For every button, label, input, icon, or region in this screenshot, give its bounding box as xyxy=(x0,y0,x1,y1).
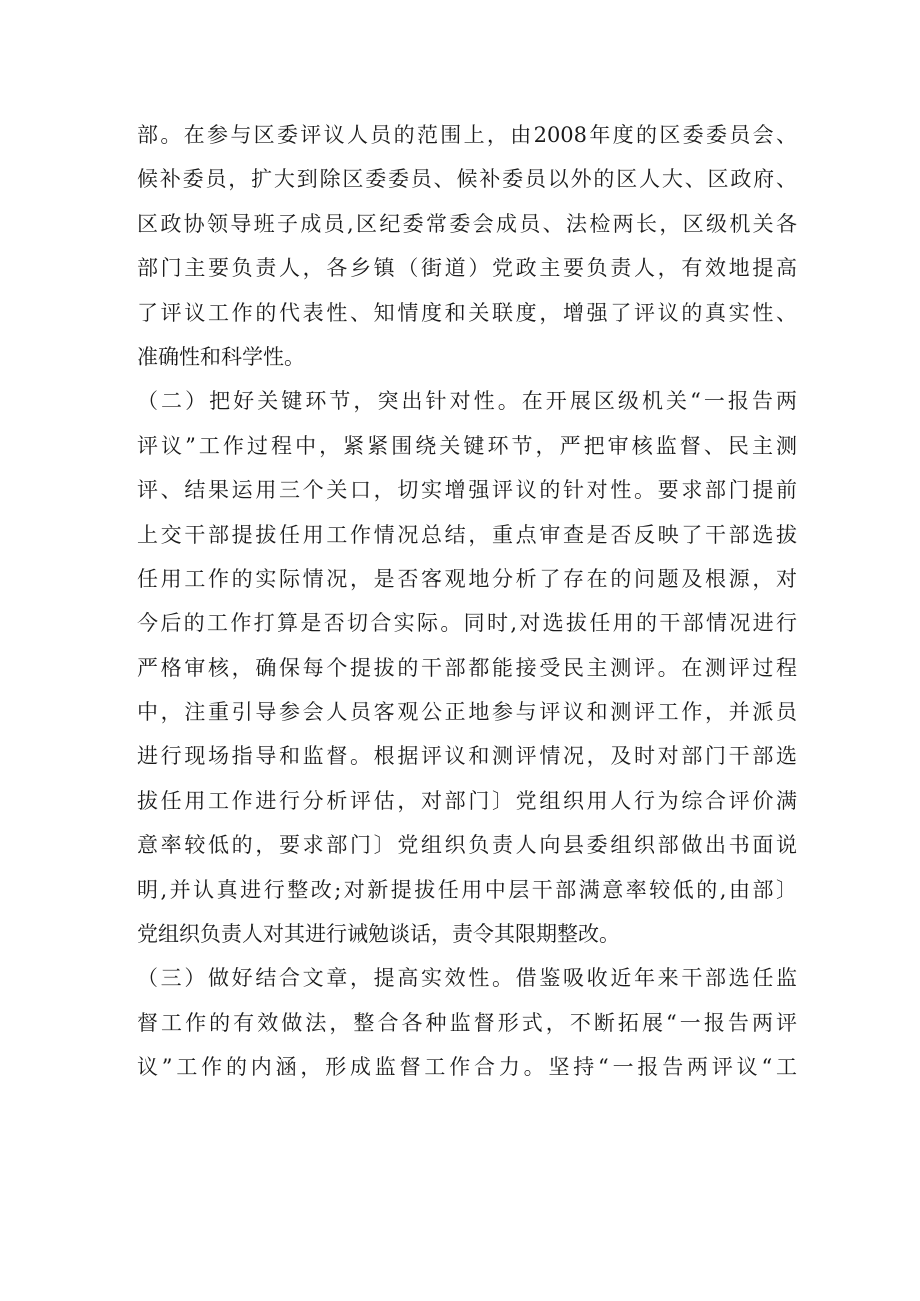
document-body xyxy=(137,113,797,1090)
text-line: 任用工作的实际情况，是否客观地分析了存在的问题及根源，对 xyxy=(137,566,797,591)
text-line: 候补委员，扩大到除区委委员、候补委员以外的区人大、区政府、 xyxy=(137,167,797,192)
text-line: 进行现场指导和监督。根据评议和测评情况，及时对部门干部选 xyxy=(137,744,797,769)
text-line: 准确性和科学性。 xyxy=(137,344,305,369)
text-line: 督工作的有效做法，整合各种监督形式，不断拓展“一报告两评 xyxy=(137,1010,797,1035)
text-line: 明,并认真进行整改;对新提拔任用中层干部满意率较低的,由部〕 xyxy=(137,877,797,902)
text-line: 评议”工作过程中，紧紧围绕关键环节，严把审核监督、民主测 xyxy=(137,433,797,458)
text-line: （二）把好关键环节，突出针对性。在开展区级机关“一报告两 xyxy=(137,389,797,414)
text-line: 议”工作的内涵，形成监督工作合力。坚持“一报告两评议“工 xyxy=(137,1055,797,1080)
paragraph-2 xyxy=(137,379,797,956)
text-line: 意率较低的，要求部门〕党组织负责人向县委组织部做出书面说 xyxy=(137,833,797,858)
text-line: 党组织负责人对其进行诫勉谈话，责令其限期整改。 xyxy=(137,922,620,947)
text-line: 上交干部提拔任用工作情况总结，重点审查是否反映了干部选拔 xyxy=(137,522,797,547)
text-line: 拔任用工作进行分析评估，对部门〕党组织用人行为综合评价满 xyxy=(137,788,797,813)
paragraph-3 xyxy=(137,956,797,1089)
text-line: 了评议工作的代表性、知情度和关联度，增强了评议的真实性、 xyxy=(137,300,797,325)
text-line: 部。在参与区委评议人员的范围上，由2008年度的区委委员会、 xyxy=(137,123,797,147)
text-line: 评、结果运用三个关口，切实增强评议的针对性。要求部门提前 xyxy=(137,478,797,503)
text-line: 区政协领导班子成员,区纪委常委会成员、法检两长，区级机关各 xyxy=(137,211,797,236)
text-line: （三）做好结合文章，提高实效性。借鉴吸收近年来干部选任监 xyxy=(137,966,797,991)
text-line: 严格审核，确保每个提拔的干部都能接受民主测评。在测评过程 xyxy=(137,655,797,680)
paragraph-1 xyxy=(137,113,797,379)
text-line: 中，注重引导参会人员客观公正地参与评议和测评工作，并派员 xyxy=(137,700,797,725)
text-line: 今后的工作打算是否切合实际。同时,对选拔任用的干部情况进行 xyxy=(137,611,797,636)
text-line: 部门主要负责人，各乡镇（街道）党政主要负责人，有效地提高 xyxy=(137,256,797,281)
